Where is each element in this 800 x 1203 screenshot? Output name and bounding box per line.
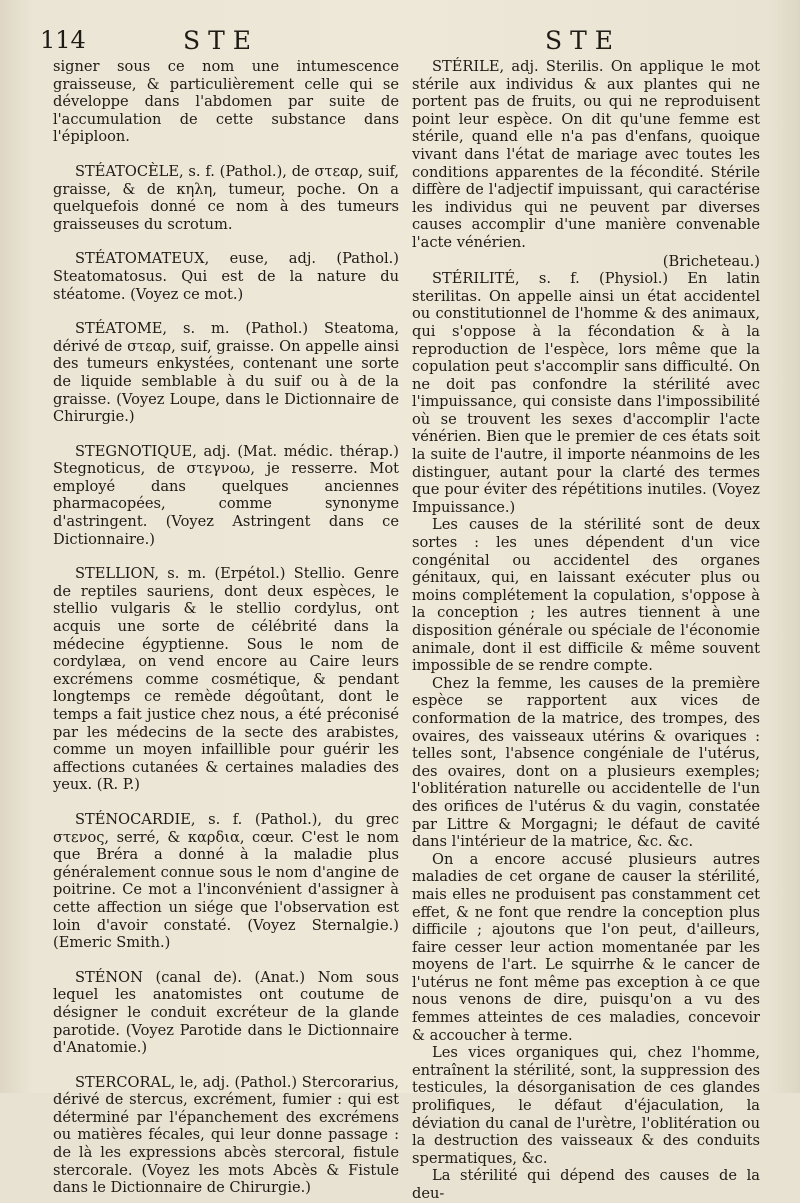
entry-sterilite: STÉRILITÉ, s. f. (Physiol.) En latin sterilitas. On appelle ainsi un état accidentel ou constitutionnel de l'homme & des animaux, qui s'oppose à la fécondation & à la reproduction de l'espèce, lors même que la copulation peut s'accomplir sans difficulté. On ne doit pas confondre la stérilité avec l'impuissance, qui consiste dans l'impossibilité où se trouvent les sexes d'accomplir l'acte vénérien. Bien que le premier de ces états soit la suite de l'autre, il importe néanmoins de les distinguer, autant pour la clarté des termes que pour éviter des répétitions inutiles. (Voyez Impuissance.)	[412, 270, 760, 516]
entry-steatome: STÉATOME, s. m. (Pathol.) Steatoma, dérivé de στεαρ, suif, graisse. On appelle ainsi des tumeurs enkystées, contenant une sorte de liquide semblable à du suif ou à de la graisse. (Voyez Loupe, dans le Dictionnaire de Chirurgie.)	[53, 320, 399, 426]
paragraph-maladies: On a encore accusé plusieurs autres maladies de cet organe de causer la stérilité, mais elles ne produisent pas constamment cet effet, & ne font que rendre la conception plus difficile ; ajoutons que l'on peut, d'ailleurs, faire cesser leur action momentanée par les moyens de l'art. Le squirrhe & le cancer de l'utérus ne font même pas exception à ce que nous venons de dire, puisqu'on a vu des femmes atteintes de ces maladies, concevoir & accoucher à terme.	[412, 850, 760, 1044]
left-column	[53, 58, 399, 1197]
entry-stenon: STÉNON (canal de). (Anat.) Nom sous lequel les anatomistes ont coutume de désigner le conduit excréteur de la glande parotide. (Voyez Parotide dans le Dictionnaire d'Anatomie.)	[53, 968, 399, 1057]
entry-sterile: STÉRILE, adj. Sterilis. On applique le mot stérile aux individus & aux plantes qui ne portent pas de fruits, ou qui ne reproduisent point leur espèce. On dit qu'une femme est stérile, quand elle n'a pas d'enfans, quoique vivant dans l'état de mariage avec toutes les conditions apparentes de la fécondité. Stérile diffère de l'adjectif impuissant, qui caractérise les individus qui ne peuvent par diverses causes accomplir d'une manière convenable l'acte vénérien.	[412, 58, 760, 251]
page-number: 114	[40, 26, 86, 54]
entry-continuation: signer sous ce nom une intumescence graisseuse, & particulièrement celle qui se développe dans l'abdomen par suite de l'accumulation de cette substance dans l'épiploon.	[53, 58, 399, 146]
entry-stellion: STELLION, s. m. (Erpétol.) Stellio. Genre de reptiles sauriens, dont deux espèces, le stellio vulgaris & le stellio cordylus, ont acquis une sorte de célébrité dans la médecine égyptienne. Sous le nom de cordylæa, on vend encore au Caire leurs excrémens comme cosmétique, & pendant longtemps ce remède dégoûtant, dont le temps a fait justice chez nous, a été préconisé par les médecins de la secte des arabistes, comme un moyen infaillible pour guérir les affections cutanées & certaines maladies des yeux. (R. P.)	[53, 565, 399, 794]
paragraph-homme: Les vices organiques qui, chez l'homme, entraînent la stérilité, sont, la suppression des testicules, la désorganisation de ces glandes prolifiques, le défaut d'éjaculation, la déviation du canal de l'urètre, l'oblitération ou la destruction des vaisseaux & des conduits spermatiques, &c.	[412, 1044, 760, 1167]
entry-stegnotique: STEGNOTIQUE, adj. (Mat. médic. thérap.) Stegnoticus, de στεγνοω, je resserre. Mot employé dans quelques anciennes pharmacopées, comme synonyme d'astringent. (Voyez Astringent dans ce Dictionnaire.)	[53, 442, 399, 548]
right-column	[412, 58, 760, 1203]
entry-stercoral: STERCORAL, le, adj. (Pathol.) Stercorarius, dérivé de stercus, excrément, fumier : qui est déterminé par l'épanchement des excrémens ou matières fécales, qui leur donne passage : de là les expressions abcès stercoral, fistule stercorale. (Voyez les mots Abcès & Fistule dans le Dictionnaire de Chirurgie.)	[53, 1073, 399, 1197]
page-header	[0, 24, 800, 58]
running-head-right: STE	[545, 26, 622, 55]
entry-steatomateux: STÉATOMATEUX, euse, adj. (Pathol.) Steatomatosus. Qui est de la nature du stéatome. (Voyez ce mot.)	[53, 250, 399, 303]
running-head-left: STE	[183, 26, 260, 55]
author-signature: (Bricheteau.)	[662, 252, 760, 270]
entry-steatocele: STÉATOCÈLE, s. f. (Pathol.), de στεαρ, suif, graisse, & de κηλη, tumeur, poche. On a quelquefois donné ce nom à des tumeurs graisseuses du scrotum.	[53, 162, 399, 233]
entry-stenocardie: STÉNOCARDIE, s. f. (Pathol.), du grec στενος, serré, & καρδια, cœur. C'est le nom que Bréra a donné à la maladie plus généralement connue sous le nom d'angine de poitrine. Ce mot a l'inconvénient d'assigner à cette affection un siége que l'observation est loin d'avoir constaté. (Voyez Sternalgie.) (Emeric Smith.)	[53, 810, 399, 952]
paragraph-femme: Chez la femme, les causes de la première espèce se rapportent aux vices de conformation de la matrice, des trompes, des ovaires, des vaisseaux utérins & ovariques : telles sont, l'absence congéniale de l'utérus, des ovaires, dont on a plusieurs exemples; l'oblitération naturelle ou accidentelle de l'un des orifices de l'utérus & du vagin, constatée par Littre & Morgagni; le défaut de cavité dans l'intérieur de la matrice, &c. &c.	[412, 674, 760, 851]
paragraph-continuation: La stérilité qui dépend des causes de la deu-	[412, 1167, 760, 1202]
paragraph-causes: Les causes de la stérilité sont de deux sortes : les unes dépendent d'un vice congénital ou accidentel des organes génitaux, qui, en laissant exécuter plus ou moins complétement la copulation, s'oppose à la conception ; les autres tiennent à une disposition générale ou spéciale de l'économie animale, dont il est difficile & même souvent impossible de se rendre compte.	[412, 516, 760, 675]
